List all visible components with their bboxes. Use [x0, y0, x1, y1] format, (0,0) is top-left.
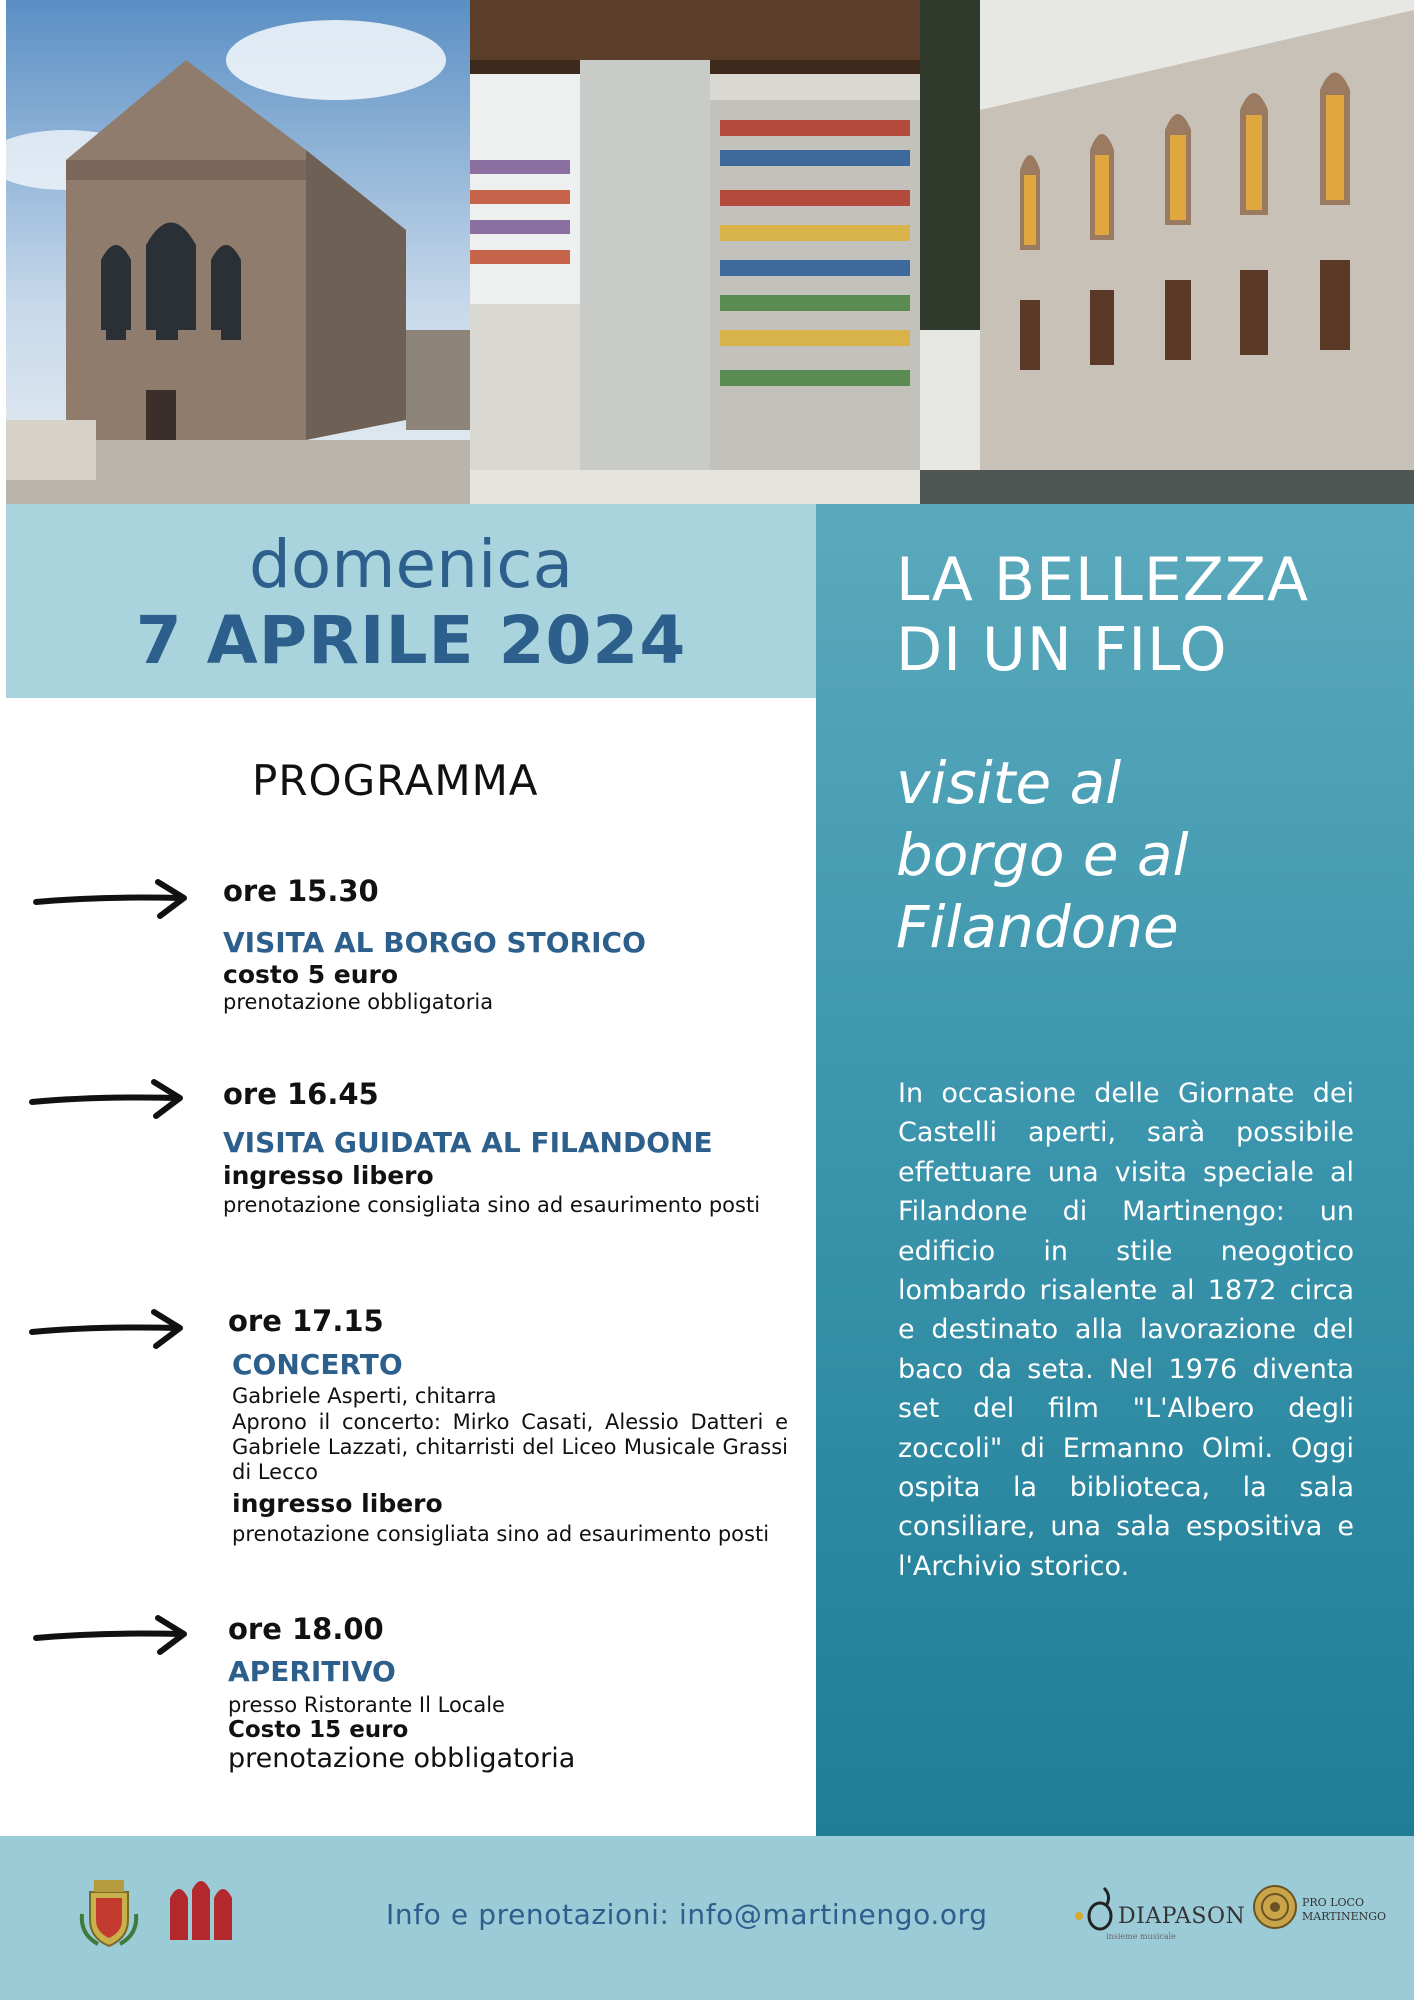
- subtitle-line2: borgo e al: [896, 821, 1189, 889]
- arrow-right-icon: [32, 1610, 197, 1660]
- program-heading: PROGRAMMA: [252, 756, 539, 805]
- event-description: In occasione delle Giornate dei Castelli aperti, sarà possibile effettuare una visita speciale al Filandone di Martinengo: un edificio in stile neogotico lombardo risalente al 1872 circa e destinato alla lavorazione del baco da seta. Nel 1976 diventa set del film "L'Albero degli zoccoli" di Ermanno Olmi. Oggi ospita la biblioteca, la sala consiliare, una sala espositiva e l'Archivio storico.: [898, 1078, 1354, 1582]
- contact-info[interactable]: Info e prenotazioni: info@martinengo.org: [386, 1898, 988, 1931]
- date-band: [6, 504, 816, 698]
- filandone-logo-icon: [168, 1872, 234, 1942]
- event-openers: Aprono il concerto: Mirko Casati, Alessio Datteri e Gabriele Lazzati, chitarristi del Liceo Musicale Grassi di Lecco: [232, 1410, 788, 1484]
- title-panel: [816, 504, 1414, 1836]
- arrow-right-icon: [28, 1074, 193, 1124]
- event-price: Costo 15 euro: [228, 1717, 409, 1743]
- filandone-exterior-photo: [6, 0, 470, 504]
- event-day-of-week: domenica: [248, 526, 574, 603]
- proloco-logo-line2: MARTINENGO: [1302, 1910, 1387, 1923]
- diapason-logo-tagline: insieme musicale: [1106, 1932, 1176, 1941]
- event-performer: Gabriele Asperti, chitarra: [232, 1384, 497, 1408]
- filandone-facade-photo: [920, 0, 1414, 504]
- page-title-line2: DI UN FILO: [896, 615, 1228, 685]
- event-price: ingresso libero: [223, 1161, 434, 1190]
- event-time: ore 15.30: [223, 874, 379, 908]
- event-title: CONCERTO: [232, 1348, 403, 1381]
- event-title: APERITIVO: [228, 1655, 396, 1688]
- event-price: ingresso libero: [232, 1489, 443, 1518]
- event-booking-note: prenotazione obbligatoria: [223, 990, 494, 1014]
- event-time: ore 18.00: [228, 1612, 384, 1646]
- event-date: 7 APRILE 2024: [135, 602, 687, 679]
- event-venue: presso Ristorante Il Locale: [228, 1693, 505, 1717]
- subtitle-line3: Filandone: [896, 893, 1179, 961]
- diapason-logo-icon: [1074, 1884, 1120, 1936]
- library-interior-photo: [470, 0, 920, 504]
- subtitle-line1: visite al: [896, 749, 1122, 817]
- event-time: ore 17.15: [228, 1304, 384, 1338]
- event-booking-note: prenotazione obbligatoria: [228, 1743, 576, 1774]
- event-booking-note: prenotazione consigliata sino ad esaurimento posti: [223, 1193, 761, 1217]
- arrow-right-icon: [32, 874, 197, 924]
- footer: [0, 1836, 1414, 2000]
- arrow-right-icon: [28, 1304, 193, 1354]
- crest-icon: [78, 1874, 140, 1950]
- event-price: costo 5 euro: [223, 960, 399, 989]
- diapason-logo-text: DIAPASON: [1118, 1904, 1246, 1929]
- proloco-logo-line1: PRO LOCO: [1302, 1896, 1364, 1909]
- page-title-line1: LA BELLEZZA: [896, 545, 1310, 615]
- event-title: VISITA AL BORGO STORICO: [223, 926, 646, 959]
- photo-strip: [6, 0, 1414, 504]
- event-time: ore 16.45: [223, 1077, 379, 1111]
- event-booking-note: prenotazione consigliata sino ad esaurimento posti: [232, 1522, 770, 1546]
- event-title: VISITA GUIDATA AL FILANDONE: [223, 1126, 713, 1159]
- proloco-seal-icon: [1252, 1884, 1298, 1930]
